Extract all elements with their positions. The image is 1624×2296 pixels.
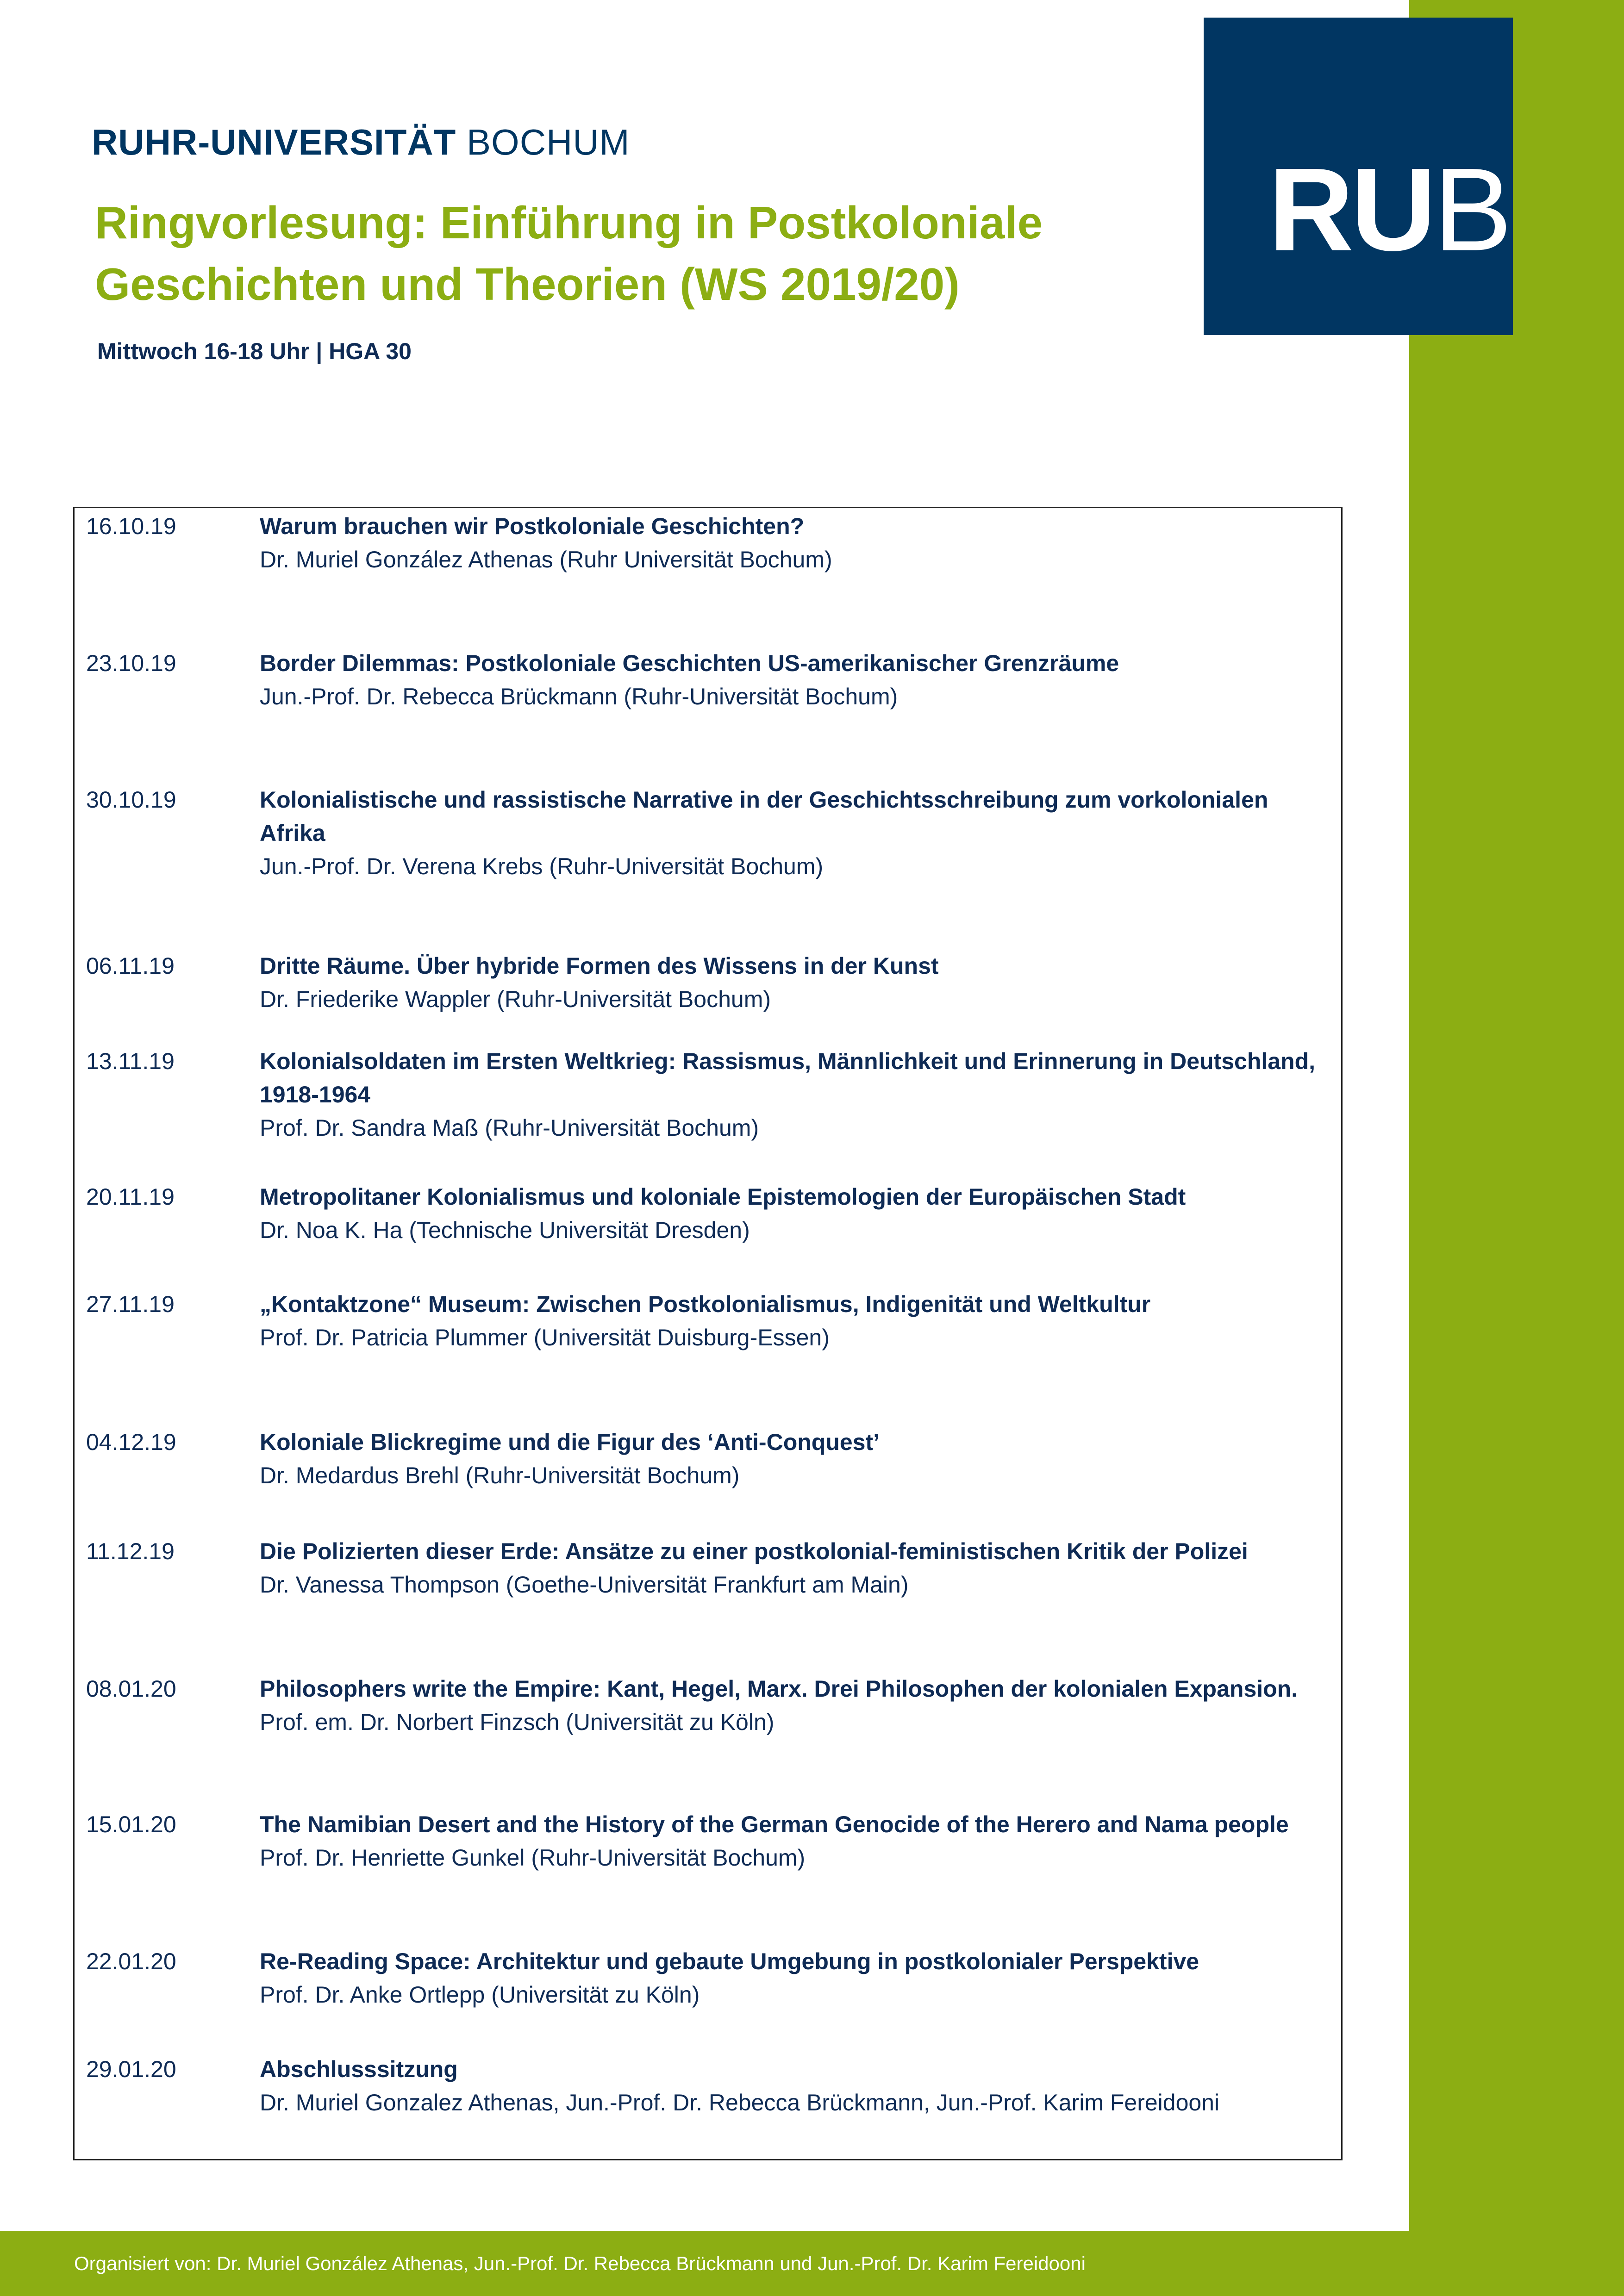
entry-date: 11.12.19 (86, 1538, 175, 1564)
entry-topic: Kolonialistische und rassistische Narrative in der Geschichtsschreibung zum vorkolonialen Afrika (260, 787, 1268, 846)
entry-topic: Re-Reading Space: Architektur und gebaute Umgebung in postkolonialer Perspektive (260, 1948, 1199, 1974)
entry-speaker: Dr. Medardus Brehl (Ruhr-Universität Bochum) (260, 1462, 740, 1488)
entry-date: 13.11.19 (86, 1048, 175, 1074)
entry-date: 29.01.20 (86, 2056, 176, 2082)
entry-speaker: Prof. Dr. Patricia Plummer (Universität Duisburg-Essen) (260, 1325, 830, 1350)
entry-topic: Philosophers write the Empire: Kant, Hegel, Marx. Drei Philosophen der kolonialen Expansion. (260, 1676, 1298, 1702)
entry-date: 30.10.19 (86, 787, 176, 813)
entry-speaker: Prof. em. Dr. Norbert Finzsch (Universität zu Köln) (260, 1709, 775, 1735)
university-name-bold: RUHR-UNIVERSITÄT (92, 122, 456, 162)
entry-date: 27.11.19 (86, 1291, 175, 1317)
entry-speaker: Prof. Dr. Sandra Maß (Ruhr-Universität Bochum) (260, 1115, 759, 1141)
entry-date: 20.11.19 (86, 1184, 175, 1210)
entry-speaker: Prof. Dr. Anke Ortlepp (Universität zu Köln) (260, 1982, 700, 2008)
entry-topic: „Kontaktzone“ Museum: Zwischen Postkolonialismus, Indigenität und Weltkultur (260, 1291, 1151, 1317)
entry-topic: Border Dilemmas: Postkoloniale Geschichten US-amerikanischer Grenzräume (260, 650, 1119, 676)
entry-date: 22.01.20 (86, 1948, 176, 1974)
entry-date: 15.01.20 (86, 1811, 176, 1837)
entry-speaker: Dr. Vanessa Thompson (Goethe-Universität Frankfurt am Main) (260, 1572, 909, 1598)
entry-topic: Metropolitaner Kolonialismus und koloniale Epistemologien der Europäischen Stadt (260, 1184, 1186, 1210)
entry-speaker: Dr. Noa K. Ha (Technische Universität Dresden) (260, 1217, 750, 1243)
schedule-table (73, 507, 1343, 2160)
entry-date: 06.11.19 (86, 953, 175, 979)
entry-date: 04.12.19 (86, 1429, 176, 1455)
entry-date: 08.01.20 (86, 1676, 176, 1702)
entry-speaker: Dr. Friederike Wappler (Ruhr-Universität Bochum) (260, 986, 771, 1012)
entry-speaker: Prof. Dr. Henriette Gunkel (Ruhr-Universität Bochum) (260, 1845, 806, 1871)
entry-topic: Koloniale Blickregime und die Figur des ‘Anti-Conquest’ (260, 1429, 880, 1455)
entry-topic: Dritte Räume. Über hybride Formen des Wissens in der Kunst (260, 953, 939, 979)
logo-b: B (1433, 143, 1510, 276)
title-line-1: Ringvorlesung: Einführung in Postkoloniale (95, 197, 1043, 248)
entry-topic: Warum brauchen wir Postkoloniale Geschichten? (260, 513, 805, 539)
rub-logo (1204, 18, 1513, 335)
time-location: Mittwoch 16-18 Uhr | HGA 30 (97, 338, 412, 364)
entry-topic: Abschlusssitzung (260, 2056, 458, 2082)
entry-topic: Die Polizierten dieser Erde: Ansätze zu einer postkolonial-feministischen Kritik der Polizei (260, 1538, 1248, 1564)
university-name (92, 121, 630, 163)
entry-speaker: Dr. Muriel Gonzalez Athenas, Jun.-Prof. Dr. Rebecca Brückmann, Jun.-Prof. Karim Fereidooni (260, 2090, 1220, 2116)
entry-date: 16.10.19 (86, 513, 176, 539)
entry-topic: Kolonialsoldaten im Ersten Weltkrieg: Rassismus, Männlichkeit und Erinnerung in Deutschland, 1918-1964 (260, 1048, 1316, 1108)
entry-speaker: Jun.-Prof. Dr. Rebecca Brückmann (Ruhr-Universität Bochum) (260, 684, 898, 709)
entry-topic: The Namibian Desert and the History of the German Genocide of the Herero and Nama people (260, 1811, 1289, 1837)
logo-ru: RU (1268, 143, 1434, 276)
entry-speaker: Dr. Muriel González Athenas (Ruhr Universität Bochum) (260, 547, 832, 572)
entry-speaker: Jun.-Prof. Dr. Verena Krebs (Ruhr-Universität Bochum) (260, 853, 824, 879)
entry-date: 23.10.19 (86, 650, 176, 676)
title-line-2: Geschichten und Theorien (WS 2019/20) (95, 259, 960, 310)
rub-logo-text (1268, 143, 1510, 276)
lecture-series-title (95, 192, 1160, 315)
footer-organizers: Organisiert von: Dr. Muriel González Athenas, Jun.-Prof. Dr. Rebecca Brückmann und Jun.-Prof. Dr. Karim Fereidooni (0, 2231, 1624, 2296)
university-name-light: BOCHUM (467, 122, 630, 162)
